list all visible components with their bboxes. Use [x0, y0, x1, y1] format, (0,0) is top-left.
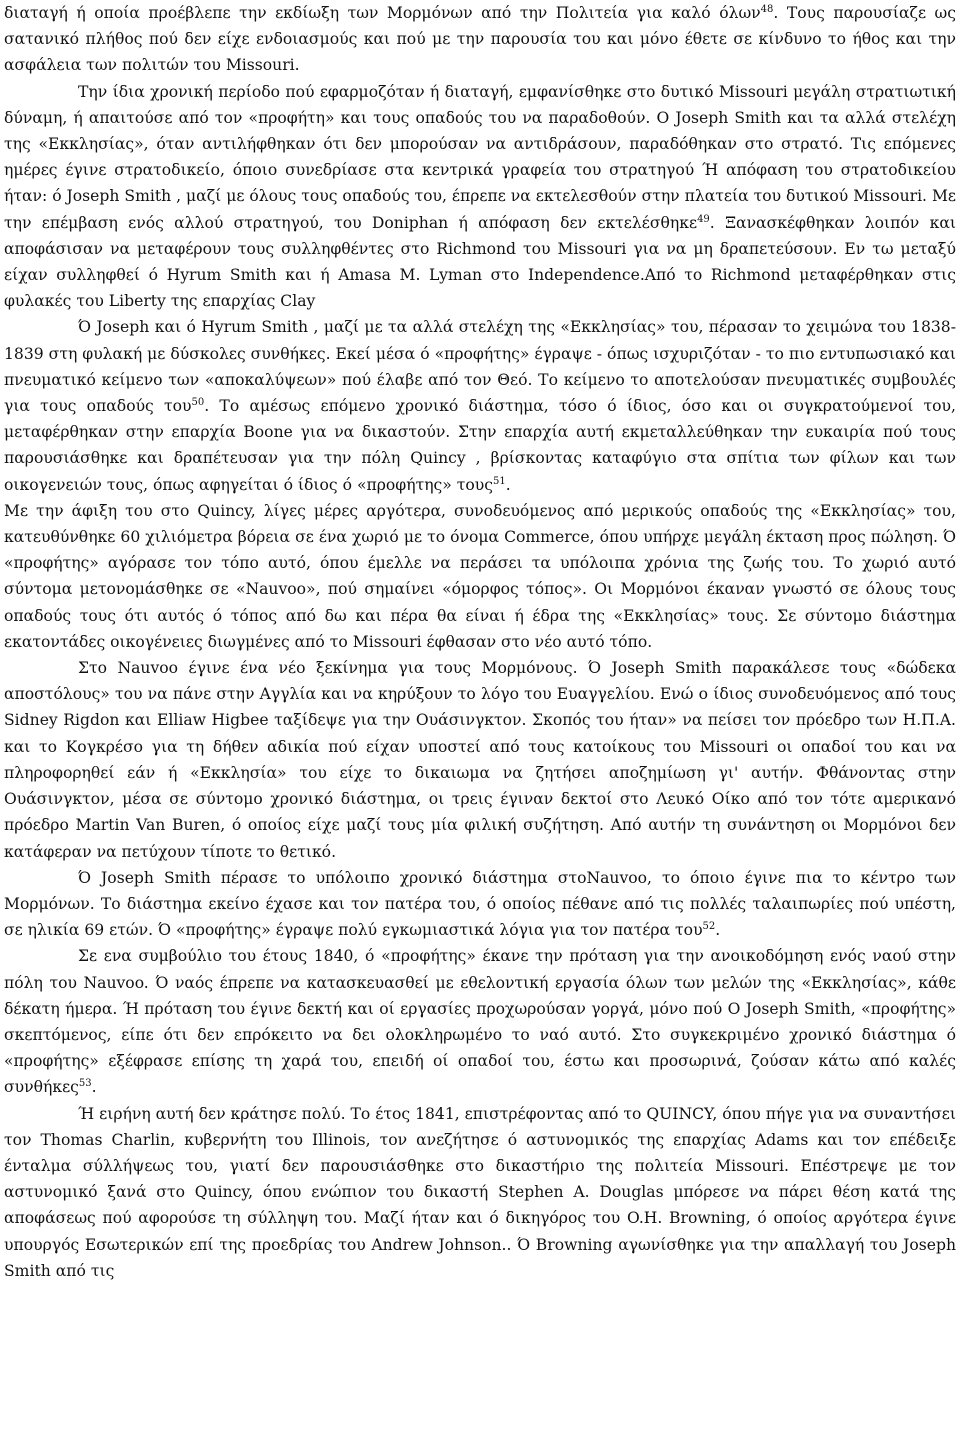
paragraph-text: Στο Nauvoo έγινε ένα νέο ξεκίνημα για τους Μορμόνους. Ό Joseph Smith παρακάλεσε τους «δώδεκα αποστόλους» του να πάνε στην Αγγλία και να κηρύξουν το λόγο του Ευαγγελίου. Ενώ ο ίδιος συνοδευόμενος από τους Sidney Rigdon και Elliaw Higbee ταξίδεψε για την Ουάσινγκτον. Σκοπός του ήταν» να πείσει τον πρόεδρο των Η.Π.Α. και το Κογκρέσο για τη δήθεν αδικία πού είχαν υποστεί από τους κατοίκους του Missouri οι οπαδοί του και να πληροφορηθεί εάν ή «Εκκλησία» του είχε το δικαιωμα να ζητήσει αποζημίωση γι' αυτήν. Φθάνοντας στην Ουάσινγκτον, μέσα σε σύντομο χρονικό διάστημα, οι τρεις έγιναν δεκτοί στο Λευκό Οίκο από τον τότε αμερικανό πρόεδρο Martin Van Buren, ό οποίος είχε μαζί τους μία φιλική συζήτηση. Από αυτήν τη συνάντηση οι Μορμόνοι δεν κατάφεραν να πετύχουν τίποτε το θετικό. [4, 659, 956, 861]
paragraph-text: Σε ενα συμβούλιο του έτους 1840, ό «προφήτης» έκανε την πρόταση για την ανοικοδόμηση ενός ναού στην πόλη του Nauvoo. Ό ναός έπρεπε να κατασκευασθεί με εθελοντική εργασία όλων των μελών της «Εκκλησίας», κάθε δέκατη ήμερα. Ή πρόταση του έγινε δεκτή και οί εργασίες προχωρούσαν γοργά, μόνο πού Ο Joseph Smith, «προφήτης» σκεπτόμενος, είπε ότι δεν επρόκειτο να δει ολοκληρωμένο το ναό αυτό. Στο συγκεκριμένο χρονικό διάστημα ό «προφήτης» εξέφρασε επίσης τη χαρά του, επειδή οί οπαδοί του, έστω και προσωρινά, ζούσαν κάτω από καλές συνθήκες [4, 947, 956, 1097]
paragraph-text: διαταγή ή οποία προέβλεπε την εκδίωξη των Μορμόνων από την Πολιτεία για καλό όλων [4, 4, 761, 22]
paragraph-text-tail: . [715, 921, 721, 940]
paragraph-5 [4, 655, 956, 865]
paragraph-text-tail: . Τους παρουσίαζε ως σατανικό πλήθος πού δεν είχε ενδοιασμούς και πού με την παρουσία του και μόνο έθετε σε κίνδυνο το ήθος και την ασφάλεια των πολιτών του Missouri. [4, 4, 956, 75]
paragraph-text: Την ίδια χρονική περίοδο πού εφαρμοζόταν ή διαταγή, εμφανίσθηκε στο δυτικό Missouri μεγάλη στρατιωτική δύναμη, ή απαιτούσε από τον «προφήτη» και τους οπαδούς του να παραδοθούν. Ο Joseph Smith και τα αλλά στελέχη της «Εκκλησίας», όταν αντιλήφθηκαν ότι δεν μπορούσαν να αντιδράσουν, παραδόθηκαν στο στρατό. Τις επόμενες ημέρες έγινε στρατοδικείο, όποιο συνεδρίασε στα κεντρικά γραφεία του στρατηγού Ή απόφαση του στρατοδικείου ήταν: ό Joseph Smith , μαζί με όλους τους οπαδούς του, έπρεπε να εκτελεσθούν στην πλατεία του δυτικού Missouri. Με την επέμβαση ενός αλλού στρατηγού, του Doniphan ή απόφαση δεν εκτελέσθηκε [4, 82, 957, 232]
paragraph-3 [4, 314, 956, 497]
footnote-ref-49: 49 [697, 213, 710, 225]
paragraph-7 [4, 943, 956, 1100]
footnote-ref-51: 51 [493, 475, 506, 487]
paragraph-text: Ό Joseph Smith πέρασε το υπόλοιπο χρονικό διάστημα στοNauvoo, το όποιο έγινε πια το κέντρο των Μορμόνων. Το διάστημα εκείνο έχασε και τον πατέρα του, ό οποίος πέθανε από τις πολλές ταλαιπωρίες πού υπέστη, σε ηλικία 69 ετών. Ό «προφήτης» έγραψε πολύ εγκωμιαστικά λόγια για τον πατέρα του [4, 868, 956, 940]
document-body [4, 0, 956, 1284]
footnote-ref-50: 50 [191, 397, 205, 409]
paragraph-text: Ή ειρήνη αυτή δεν κράτησε πολύ. Το έτος 1841, επιστρέφοντας από το QUINCY, όπου πήγε για να συναντήσει τον Thomas Charlin, κυβερνήτη του Illinois, τον ανεζήτησε ό αστυνομικός της επαρχίας Adams και τον επέδειξε ένταλμα σύλλήψεως του, γιατί δεν παρουσιάσθηκε στο δικαστήριο της πολιτεία Missouri. Επέστρεψε με τον αστυνομικό ξανά στο Quincy, όπου ενώπιον του δικαστή Stephen A. Douglas μπόρεσε να πάρει θέση κατά της αποφάσεως πού αφορούσε τη σύλληψη του. Μαζί ήταν και ό δικηγόρος του O.H. Browning, ό οποίος αργότερα έγινε υπουργός Εσωτερικών επί της προεδρίας του Andrew Johnson.. Ό Browning αγωνίσθηκε για την απαλλαγή του Joseph Smith από τις [4, 1104, 956, 1280]
footnote-ref-53: 53 [78, 1078, 92, 1090]
paragraph-text-tail: . Το αμέσως επόμενο χρονικό διάστημα, τόσο ό ίδιος, όσο και οι συγκρατούμενοί του, μεταφέρθηκαν στην επαρχία Boone για να δικαστούν. Στην επαρχία αυτή εκμεταλλεύθηκαν την ευκαιρία πού τους παρουσιάσθηκε και δραπέτευσαν για την πόλη Quincy , βρίσκοντας καταφύγιο στα σπίτια των φίλων και των οικογενειών τους, όπως αφηγείται ό ίδιος ό «προφήτης» τους [4, 397, 956, 494]
footnote-ref-48: 48 [760, 4, 774, 15]
paragraph-4 [4, 498, 956, 655]
paragraph-8 [4, 1101, 956, 1284]
paragraph-text-end: . [505, 475, 511, 494]
paragraph-1 [4, 0, 956, 79]
paragraph-text-tail: . Ξανασκέφθηκαν λοιπόν και αποφάσισαν να μεταφέρουν τους συλληφθέντες στο Richmond του Missouri για να μη δραπετεύσουν. Εν τω μεταξύ είχαν συλληφθεί ό Hyrum Smith και ή Amasa M. Lyman στο Independence.Από το Richmond μεταφέρθηκαν στις φυλακές του Liberty της επαρχίας Clay [4, 213, 957, 311]
footnote-ref-52: 52 [702, 921, 716, 933]
paragraph-2 [4, 79, 956, 315]
paragraph-text: Με την άφιξη του στο Quincy, λίγες μέρες αργότερα, συνοδευόμενος από μερικούς οπαδούς της «Εκκλησίας» του, κατευθύνθηκε 60 χιλιόμετρα βόρεια σε ένα χωριό με το όνομα Commerce, όπου υπήρχε μεγάλη έκταση προς πώληση. Ό «προφήτης» αγόρασε τον τόπο αυτό, όπου έμελλε να περάσει τα υπόλοιπα χρόνια της ζωής του. Το χωριό αυτό σύντομα μετονομάσθηκε σε «Nauvoo», πού σημαίνει «όμορφος τόπος». Οι Μορμόνοι έκαναν γνωστό σε όλους τους οπαδούς τους ότι αυτός ό τόπος από δω και πέρα θα είναι ή έδρα της «Εκκλησίας» τους. Σε σύντομο διάστημα εκατοντάδες οικογένειες διωγμένες από το Missouri έφθασαν στο νέο αυτό τόπο. [4, 501, 956, 651]
paragraph-6 [4, 865, 956, 944]
paragraph-text: Ό Joseph και ό Hyrum Smith , μαζί με τα αλλά στελέχη της «Εκκλησίας» του, πέρασαν το χειμώνα του 1838-1839 στη φυλακή με δύσκολες συνθήκες. Εκεί μέσα ό «προφήτης» έγραψε - όπως ισχυριζόταν - το πιο εντυπωσιακό και πνευματικό κείμενο των «αποκαλύψεων» πού έλαβε από τον Θεό. Το κείμενο το αποτελούσαν πνευματικές συμβουλές για τους οπαδούς του [4, 318, 956, 416]
paragraph-text-tail: . [91, 1078, 97, 1097]
